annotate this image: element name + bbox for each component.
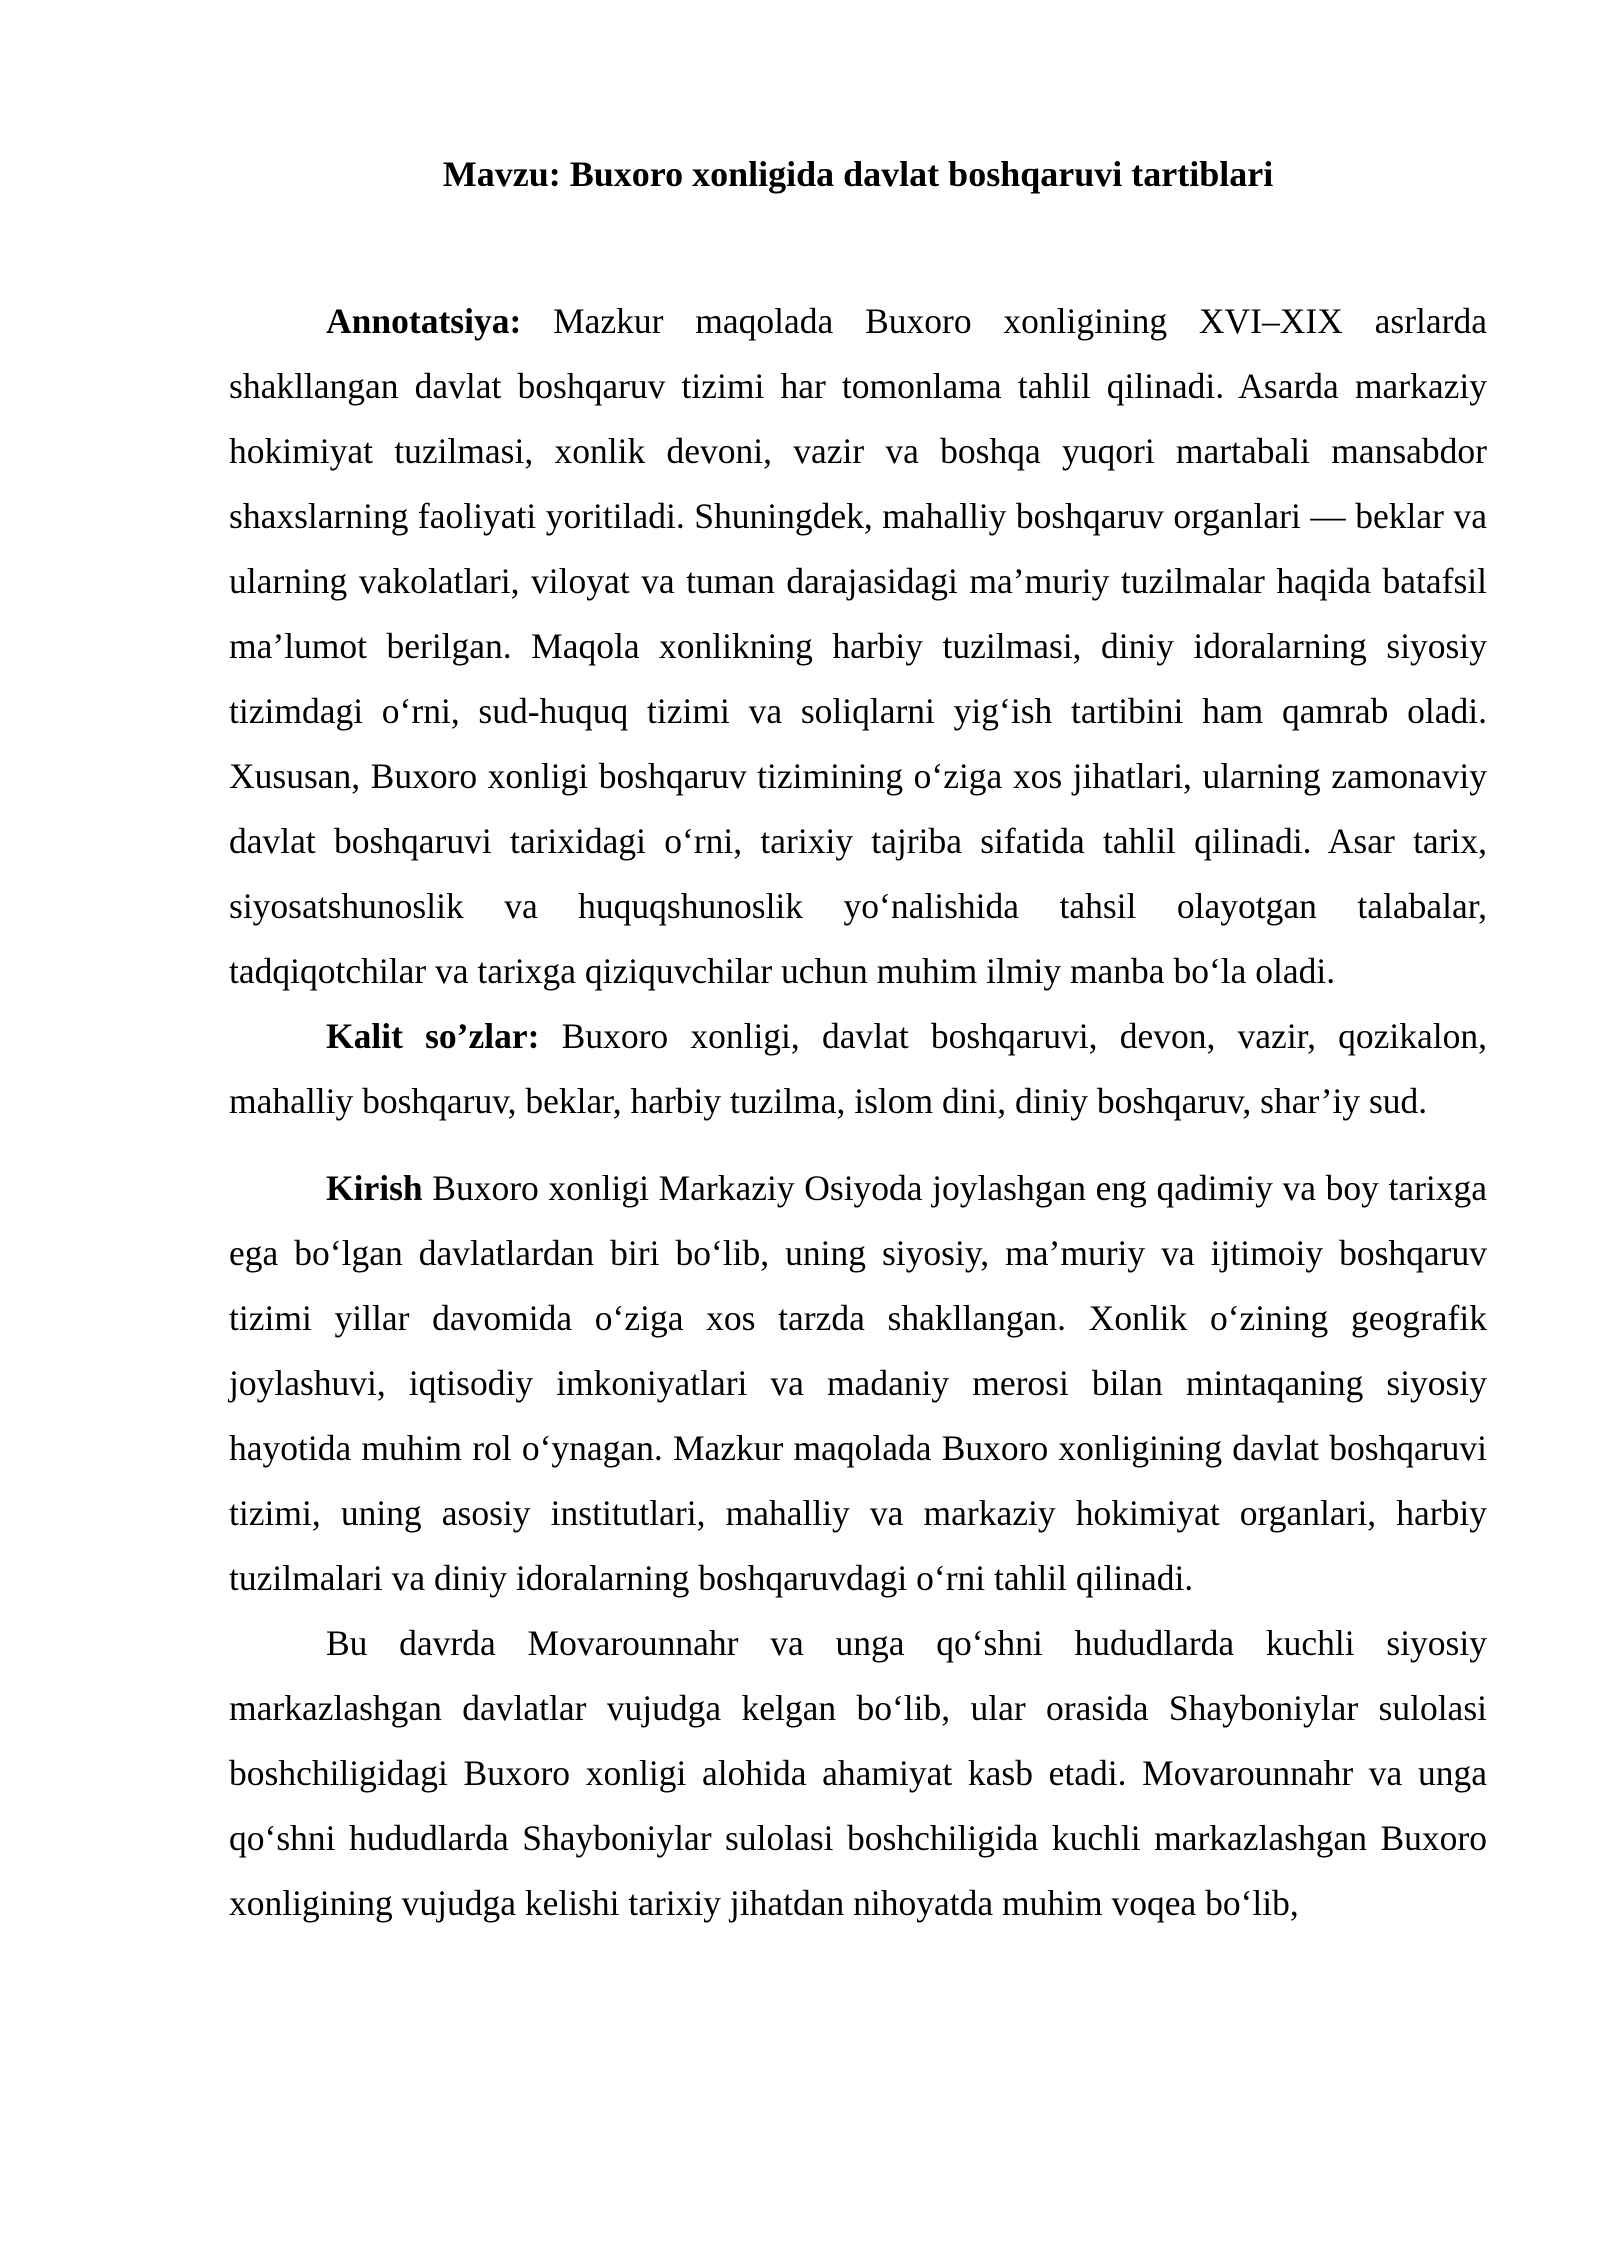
document-body xyxy=(229,289,1487,1936)
keywords-text: Buxoro xonligi, davlat boshqaruvi, devon, vazir, qozikalon, mahalliy boshqaruv, beklar, harbiy tuzilma, islom dini, diniy boshqaruv, shar’iy sud. xyxy=(229,1016,1488,1121)
introduction-paragraph xyxy=(229,1156,1487,1611)
annotation-paragraph xyxy=(229,289,1487,1004)
keywords-paragraph xyxy=(229,1004,1487,1134)
document-title: Mavzu: Buxoro xonligida davlat boshqaruvi tartiblari xyxy=(442,154,1274,194)
body-paragraph-2: Bu davrda Movarounnahr va unga qo‘shni hududlarda kuchli siyosiy markazlashgan davlatlar vujudga kelgan bo‘lib, ular orasida Shayboniylar sulolasi boshchiligidagi Buxoro xonligi alohida ahamiyat kasb etadi. Movarounnahr va unga qo‘shni hududlarda Shayboniylar sulolasi boshchiligida kuchli markazlashgan Buxoro xonligining vujudga kelishi tarixiy jihatdan nihoyatda muhim voqea bo‘lib, xyxy=(229,1623,1487,1923)
introduction-label: Kirish xyxy=(326,1168,423,1208)
introduction-text: Buxoro xonligi Markaziy Osiyoda joylashgan eng qadimiy va boy tarixga ega bo‘lgan davlatlardan biri bo‘lib, uning siyosiy, ma’muriy va ijtimoiy boshqaruv tizimi yillar davomida o‘ziga xos tarzda shakllangan. Xonlik o‘zining geografik joylashuvi, iqtisodiy imkoniyatlari va madaniy merosi bilan mintaqaning siyosiy hayotida muhim rol o‘ynagan. Mazkur maqolada Buxoro xonligining davlat boshqaruvi tizimi, uning asosiy institutlari, mahalliy va markaziy hokimiyat organlari, harbiy tuzilmalari va diniy idoralarning boshqaruvdagi o‘rni tahlil qilinadi. xyxy=(229,1168,1488,1598)
annotation-label: Annotatsiya: xyxy=(326,301,522,341)
annotation-text: Mazkur maqolada Buxoro xonligining XVI–XIX asrlarda shakllangan davlat boshqaruv tizimi har tomonlama tahlil qilinadi. Asarda markaziy hokimiyat tuzilmasi, xonlik devoni, vazir va boshqa yuqori martabali mansabdor shaxslarning faoliyati yoritiladi. Shuningdek, mahalliy boshqaruv organlari — beklar va ularning vakolatlari, viloyat va tuman darajasidagi ma’muriy tuzilmalar haqida batafsil ma’lumot berilgan. Maqola xonlikning harbiy tuzilmasi, diniy idoralarning siyosiy tizimdagi o‘rni, sud-huquq tizimi va soliqlarni yig‘ish tartibini ham qamrab oladi. Xususan, Buxoro xonligi boshqaruv tizimining o‘ziga xos jihatlari, ularning zamonaviy davlat boshqaruvi tarixidagi o‘rni, tarixiy tajriba sifatida tahlil qilinadi. Asar tarix, siyosatshunoslik va huquqshunoslik yo‘nalishida tahsil olayotgan talabalar, tadqiqotchilar va tarixga qiziquvchilar uchun muhim ilmiy manba bo‘la oladi. xyxy=(229,301,1487,991)
keywords-label: Kalit so’zlar: xyxy=(326,1016,540,1056)
